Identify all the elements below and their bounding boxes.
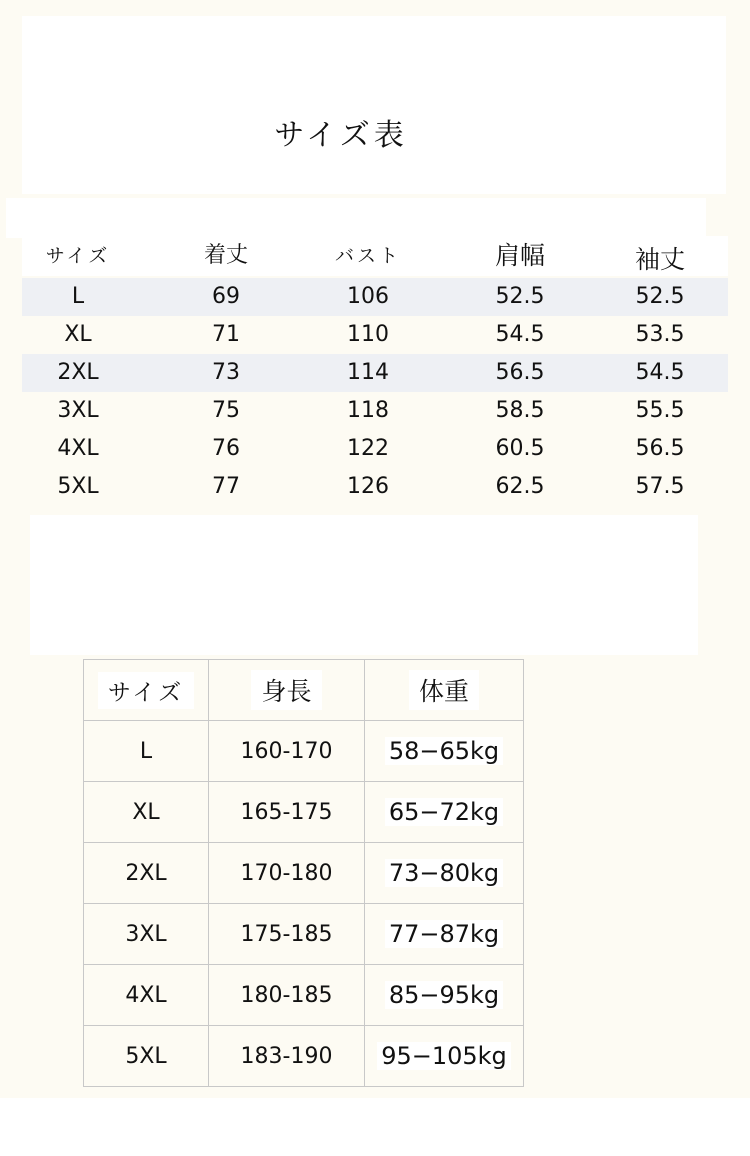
header-strip-panel: [6, 198, 706, 238]
cell-length: 69: [212, 284, 240, 309]
cell-size: 2XL: [57, 360, 99, 385]
cell-sleeve: 57.5: [635, 474, 685, 499]
cell-height: 183-190: [209, 1026, 365, 1087]
cell-weight: [365, 965, 524, 1026]
cell-size: L: [84, 721, 209, 782]
cell-weight: [365, 1026, 524, 1087]
cell-size: 3XL: [84, 904, 209, 965]
table-row: [84, 904, 524, 965]
table-row: [22, 430, 728, 468]
header-size: サイズ: [45, 245, 111, 267]
table-row: [84, 782, 524, 843]
cell-shoulder: 60.5: [495, 436, 545, 461]
table-row: [84, 965, 524, 1026]
cell-shoulder: 58.5: [495, 398, 545, 423]
cell-size: XL: [84, 782, 209, 843]
cell-size: 5XL: [84, 1026, 209, 1087]
cell-sleeve: 54.5: [635, 360, 685, 385]
cell-shoulder: 52.5: [495, 284, 545, 309]
cell-bust: 110: [347, 322, 389, 347]
spacer-panel: [30, 515, 698, 655]
cell-sleeve: 55.5: [635, 398, 685, 423]
header-size: [84, 660, 209, 721]
table-row: [84, 721, 524, 782]
cell-height: 170-180: [209, 843, 365, 904]
cell-sleeve: 52.5: [635, 284, 685, 309]
cell-bust: 114: [347, 360, 389, 385]
cell-weight: [365, 782, 524, 843]
cell-length: 76: [212, 436, 240, 461]
table-row: [22, 354, 728, 392]
header-size-label: サイズ: [98, 672, 194, 709]
table-row: [22, 316, 728, 354]
fit-chart: [83, 659, 524, 1087]
cell-weight: [365, 904, 524, 965]
cell-bust: 106: [347, 284, 389, 309]
cell-length: 71: [212, 322, 240, 347]
cell-bust: 126: [347, 474, 389, 499]
header-weight-label: 体重: [409, 670, 479, 710]
size-chart-header: [22, 236, 728, 276]
cell-size: 2XL: [84, 843, 209, 904]
cell-height: 180-185: [209, 965, 365, 1026]
cell-weight-label: 85−95kg: [385, 981, 503, 1009]
cell-size: 4XL: [57, 436, 99, 461]
cell-weight-label: 77−87kg: [385, 920, 503, 948]
cell-height: 165-175: [209, 782, 365, 843]
cell-weight: [365, 843, 524, 904]
fit-chart-header: [84, 660, 524, 721]
header-height-label: 身長: [251, 670, 321, 710]
cell-size: L: [71, 284, 85, 309]
table-row: [84, 1026, 524, 1087]
header-bust: バスト: [334, 245, 401, 267]
cell-bust: 122: [347, 436, 389, 461]
cell-length: 77: [212, 474, 240, 499]
header-shoulder: 肩幅: [494, 241, 545, 270]
table-row: [84, 843, 524, 904]
cell-shoulder: 56.5: [495, 360, 545, 385]
cell-weight-label: 65−72kg: [385, 798, 503, 826]
cell-length: 73: [212, 360, 240, 385]
title-panel: [22, 16, 726, 194]
cell-weight-label: 95−105kg: [377, 1042, 511, 1070]
header-length: 着丈: [203, 243, 248, 268]
cell-size: 3XL: [57, 398, 99, 423]
cell-height: 175-185: [209, 904, 365, 965]
cell-height: 160-170: [209, 721, 365, 782]
cell-weight-label: 58−65kg: [385, 737, 503, 765]
table-row: [22, 468, 728, 506]
cell-shoulder: 54.5: [495, 322, 545, 347]
bottom-panel: [0, 1098, 750, 1156]
cell-sleeve: 53.5: [635, 322, 685, 347]
cell-size: 4XL: [84, 965, 209, 1026]
cell-weight: [365, 721, 524, 782]
cell-weight-label: 73−80kg: [385, 859, 503, 887]
header-height: [209, 660, 365, 721]
cell-bust: 118: [347, 398, 389, 423]
cell-size: 5XL: [57, 474, 99, 499]
cell-shoulder: 62.5: [495, 474, 545, 499]
table-row: [22, 392, 728, 430]
cell-sleeve: 56.5: [635, 436, 685, 461]
table-row: [22, 278, 728, 316]
header-sleeve: 袖丈: [634, 245, 685, 274]
page-title: サイズ表: [274, 118, 408, 153]
cell-size: XL: [64, 322, 92, 347]
header-weight: [365, 660, 524, 721]
cell-length: 75: [212, 398, 240, 423]
